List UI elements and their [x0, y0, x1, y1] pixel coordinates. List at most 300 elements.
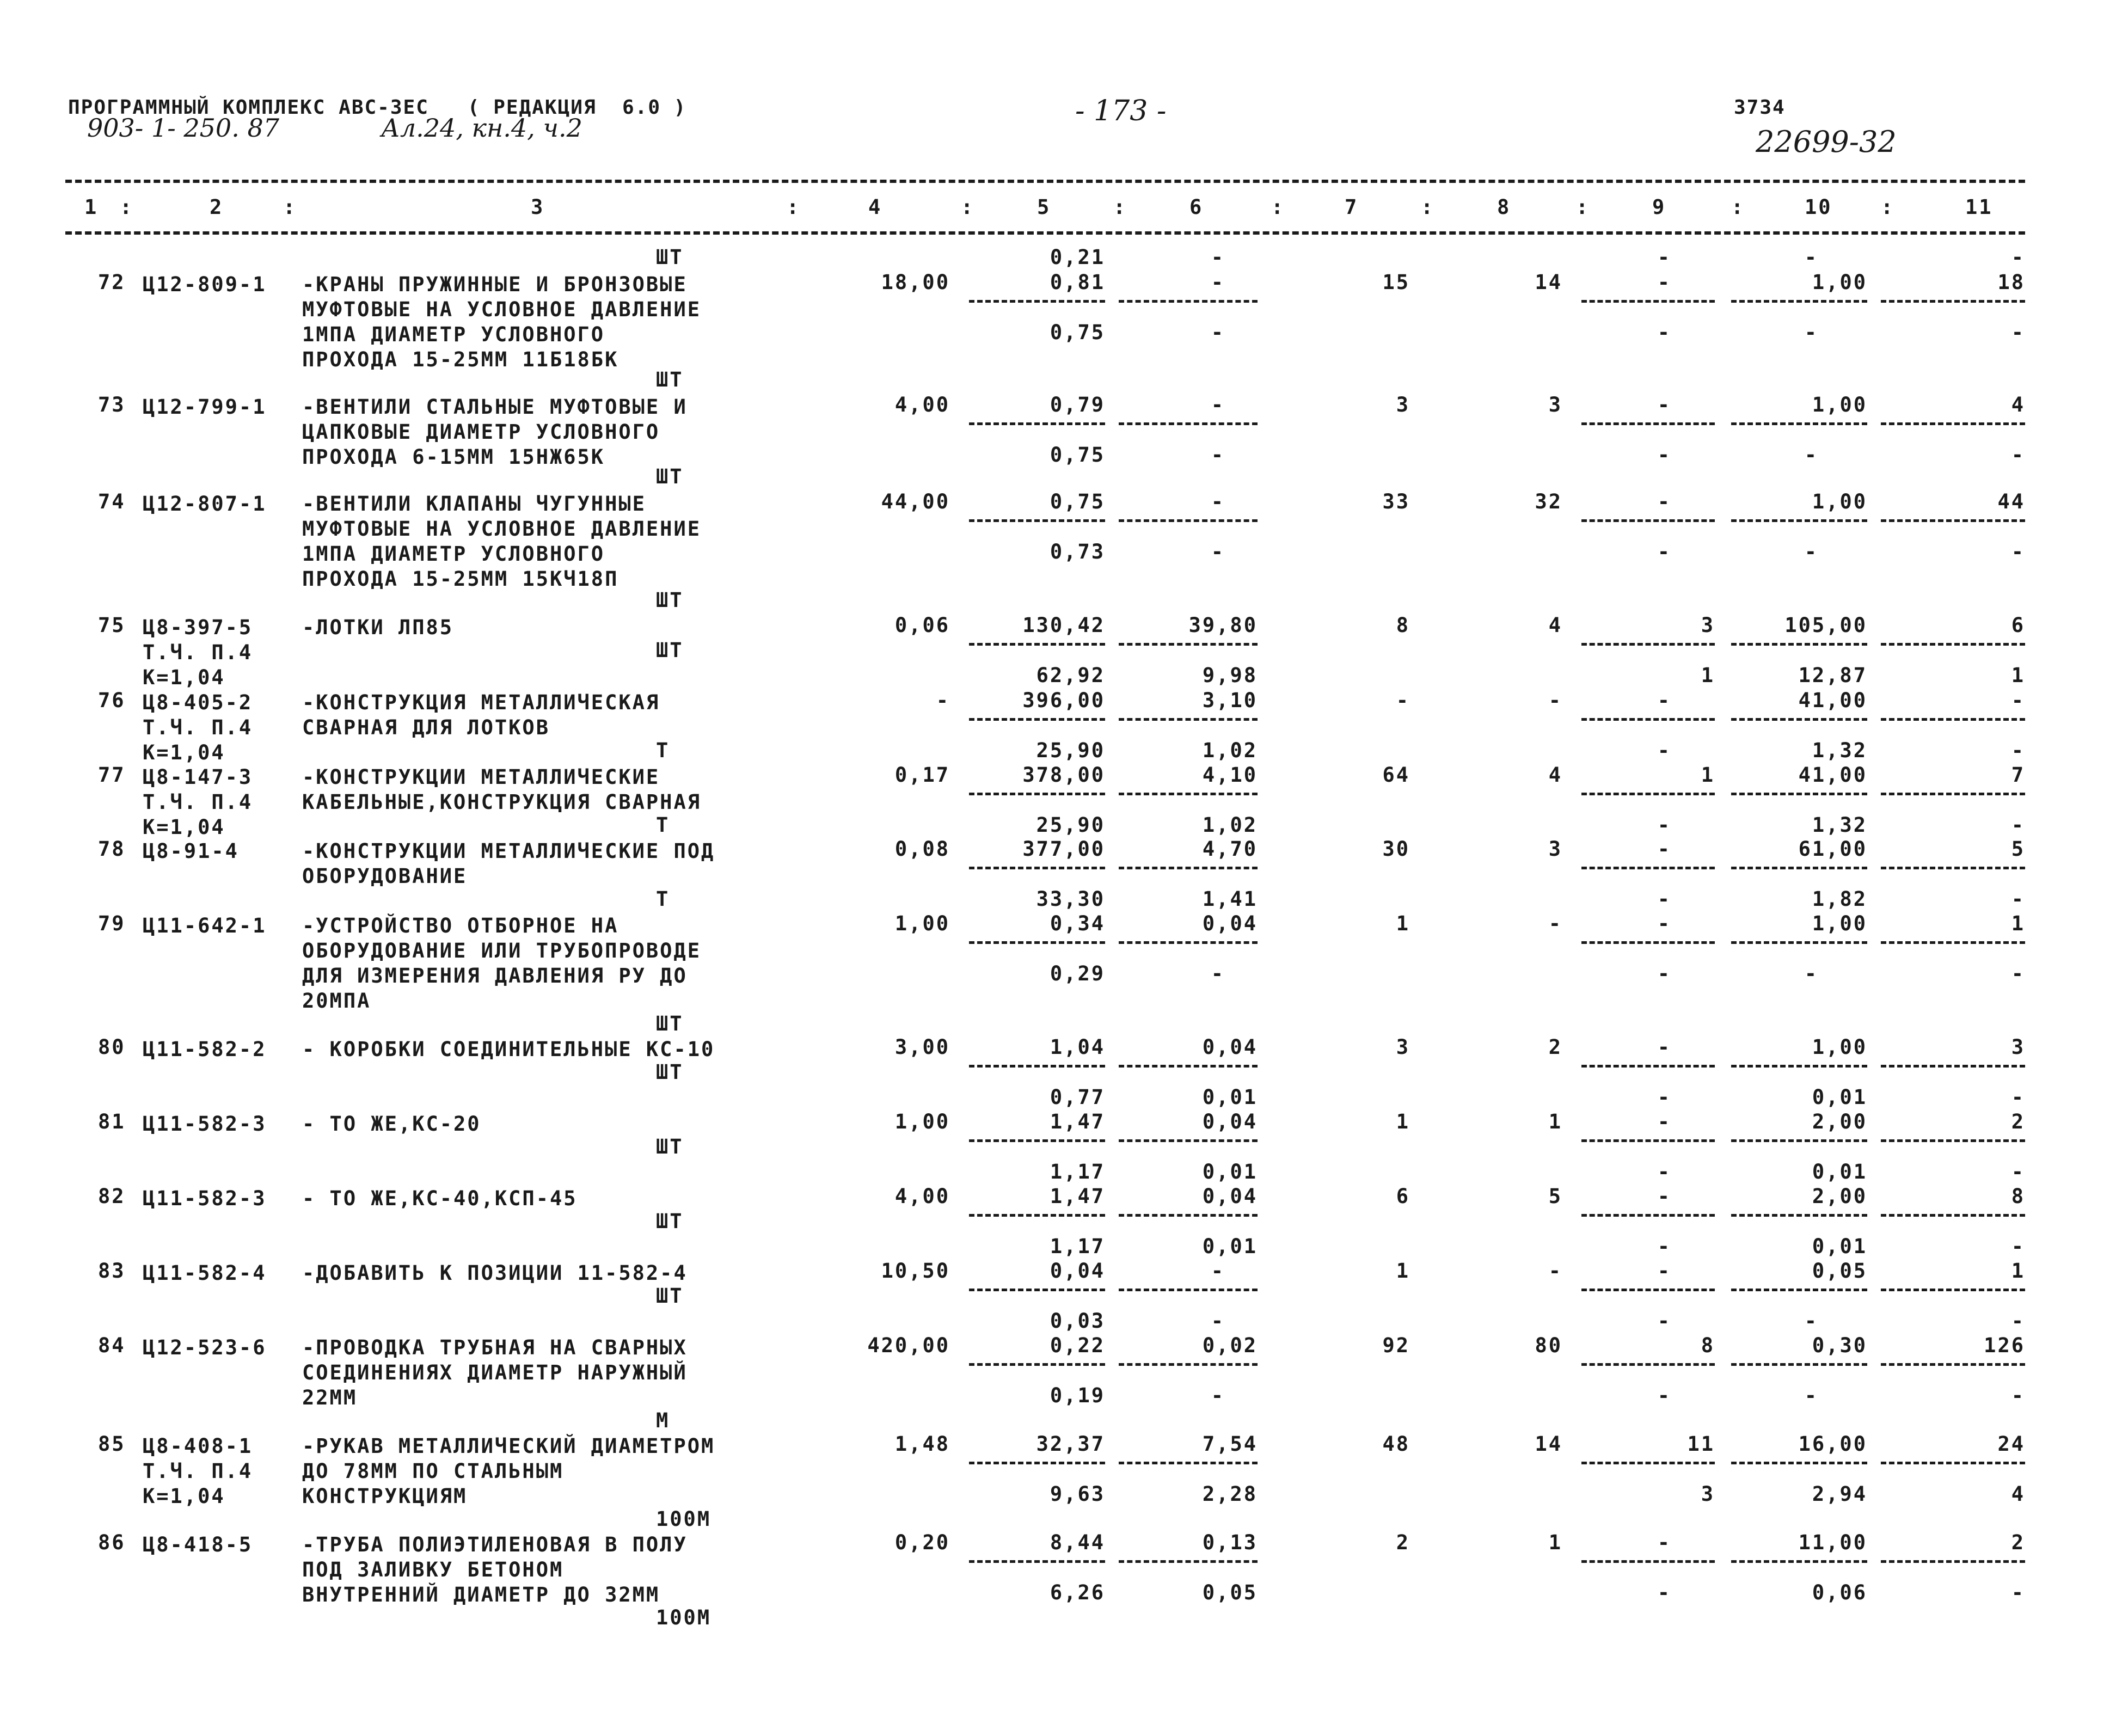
value-col8: 14 — [1535, 1432, 1562, 1456]
row-number: 73 — [98, 393, 126, 416]
column-separator: : — [1731, 195, 1745, 219]
column-number-4: 4 — [868, 195, 882, 219]
table-top-rule — [65, 180, 2025, 183]
value-col5: 0,79 — [1050, 393, 1105, 416]
sub-rule — [1581, 1139, 1715, 1142]
estimate-code: Ц11-642-1 — [143, 914, 267, 937]
pre-value-col10: - — [1804, 246, 1818, 269]
sub-value-col6: 9,98 — [1202, 664, 1258, 687]
value-col11: 5 — [2011, 837, 2025, 861]
sub-value-col10: 1,32 — [1812, 739, 1867, 762]
value-col9: 11 — [1687, 1432, 1715, 1456]
column-separator: : — [1113, 195, 1127, 219]
value-col5: 0,22 — [1050, 1334, 1105, 1357]
sub-value-col10: 0,01 — [1812, 1235, 1867, 1258]
sub-value-col9: 1 — [1701, 664, 1715, 687]
sub-rule — [1881, 1214, 2025, 1217]
unit-label: Т — [656, 739, 670, 762]
estimate-code: Ц11-582-3 — [143, 1187, 267, 1210]
value-col4: 4,00 — [894, 1185, 950, 1208]
value-col6: 0,04 — [1202, 1185, 1258, 1208]
row-number: 80 — [98, 1035, 126, 1059]
value-col9: - — [1657, 912, 1671, 935]
row-number: 76 — [98, 689, 126, 712]
value-col10: 61,00 — [1798, 837, 1867, 861]
value-col8: 80 — [1535, 1334, 1562, 1357]
value-col11: 7 — [2011, 763, 2025, 787]
unit-label: ШТ — [656, 1060, 684, 1084]
sub-rule — [969, 867, 1105, 869]
value-col6: 0,04 — [1202, 1110, 1258, 1133]
sub-rule — [1731, 941, 1867, 944]
value-col10: 16,00 — [1798, 1432, 1867, 1456]
unit-label: ШТ — [656, 588, 684, 612]
sub-value-col6: 1,41 — [1202, 887, 1258, 911]
sub-value-col10: 0,01 — [1812, 1160, 1867, 1183]
sub-value-col10: - — [1804, 1384, 1818, 1407]
sub-rule — [1119, 300, 1258, 303]
value-col7: 33 — [1382, 490, 1410, 513]
sub-value-col9: - — [1657, 1581, 1671, 1604]
item-description: - КОРОБКИ СОЕДИНИТЕЛЬНЫЕ КС-10 — [302, 1038, 715, 1061]
value-col9: - — [1657, 689, 1671, 712]
column-number-3: 3 — [531, 195, 545, 219]
value-col5: 0,81 — [1050, 271, 1105, 294]
value-col5: 0,04 — [1050, 1259, 1105, 1283]
document-code: 22699-32 — [1756, 125, 1897, 159]
value-col7: 1 — [1396, 1110, 1410, 1133]
value-col11: 24 — [1997, 1432, 2025, 1456]
project-code: 903- 1- 250. 87 — [87, 113, 279, 143]
value-col10: 2,00 — [1812, 1185, 1867, 1208]
item-description: -КОНСТРУКЦИИ МЕТАЛЛИЧЕСКИЕ ПОД ОБОРУДОВАНИЕ — [302, 839, 715, 888]
column-number-11: 11 — [1965, 195, 1993, 219]
sub-rule — [1119, 718, 1258, 721]
column-separator: : — [283, 195, 297, 219]
sub-rule — [1119, 793, 1258, 795]
sub-value-col10: 1,82 — [1812, 887, 1867, 911]
sub-rule — [1731, 422, 1867, 425]
value-col5: 396,00 — [1022, 689, 1105, 712]
sub-value-col6: 1,02 — [1202, 739, 1258, 762]
estimate-code: Ц12-809-1 — [143, 273, 267, 296]
value-col10: 105,00 — [1784, 614, 1867, 637]
value-col7: 48 — [1382, 1432, 1410, 1456]
sub-rule — [969, 718, 1105, 721]
value-col11: 2 — [2011, 1110, 2025, 1133]
sub-value-col5: 1,17 — [1050, 1235, 1105, 1258]
row-number: 85 — [98, 1432, 126, 1456]
sub-rule — [1881, 1462, 2025, 1464]
column-number-10: 10 — [1805, 195, 1832, 219]
page-number: - 173 - — [1075, 95, 1167, 127]
table-header-rule — [65, 231, 2025, 235]
column-separator: : — [120, 195, 134, 219]
column-separator: : — [1271, 195, 1285, 219]
sub-value-col9: - — [1657, 1384, 1671, 1407]
value-col9: - — [1657, 1110, 1671, 1133]
value-col9: 3 — [1701, 614, 1715, 637]
sub-rule — [969, 643, 1105, 646]
sub-rule — [1119, 643, 1258, 646]
sub-rule — [1581, 793, 1715, 795]
sub-rule — [1731, 643, 1867, 646]
sub-value-col5: 62,92 — [1036, 664, 1105, 687]
sub-value-col6: - — [1211, 443, 1225, 467]
sub-value-col10: 2,94 — [1812, 1482, 1867, 1506]
column-separator: : — [787, 195, 801, 219]
pre-value-col11: - — [2011, 246, 2025, 269]
item-description: -ВЕНТИЛИ КЛАПАНЫ ЧУГУННЫЕ МУФТОВЫЕ НА УСЛОВНОЕ ДАВЛЕНИЕ 1МПА ДИАМЕТР УСЛОВНОГО ПРОХОДА 15-25ММ 15КЧ18П — [302, 492, 702, 591]
sub-rule — [969, 422, 1105, 425]
sub-value-col9: - — [1657, 443, 1671, 467]
value-col8: - — [1548, 689, 1562, 712]
sub-value-col11: - — [2011, 813, 2025, 837]
sub-value-col5: 0,29 — [1050, 962, 1105, 985]
sub-rule — [1119, 867, 1258, 869]
value-col7: 92 — [1382, 1334, 1410, 1357]
value-col5: 1,47 — [1050, 1110, 1105, 1133]
sub-rule — [1731, 1560, 1867, 1563]
column-number-5: 5 — [1037, 195, 1051, 219]
row-number: 79 — [98, 912, 126, 935]
sub-value-col5: 25,90 — [1036, 813, 1105, 837]
sub-rule — [1581, 1289, 1715, 1291]
sub-rule — [1881, 1289, 2025, 1291]
estimate-code: Ц8-147-3 Т.Ч. П.4 К=1,04 — [143, 765, 253, 839]
column-separator: : — [1421, 195, 1435, 219]
sub-rule — [969, 1214, 1105, 1217]
value-col8: 1 — [1548, 1110, 1562, 1133]
value-col8: 32 — [1535, 490, 1562, 513]
value-col11: 8 — [2011, 1185, 2025, 1208]
row-number: 78 — [98, 837, 126, 861]
sub-value-col6: - — [1211, 321, 1225, 344]
value-col8: - — [1548, 1259, 1562, 1283]
sub-rule — [1731, 1289, 1867, 1291]
unit-label: 100М — [656, 1507, 712, 1531]
unit-label: ШТ — [656, 1210, 684, 1233]
pre-value-col5: 0,21 — [1050, 246, 1105, 269]
sub-value-col5: 0,19 — [1050, 1384, 1105, 1407]
value-col4: 0,20 — [894, 1531, 950, 1554]
value-col4: 44,00 — [881, 490, 950, 513]
unit-label: Т — [656, 887, 670, 911]
sub-rule — [1731, 1065, 1867, 1068]
unit-label: ШТ — [656, 465, 684, 488]
sub-value-col10: 1,32 — [1812, 813, 1867, 837]
row-number: 83 — [98, 1259, 126, 1283]
sub-rule — [969, 1560, 1105, 1563]
sub-rule — [969, 1289, 1105, 1291]
value-col8: 3 — [1548, 393, 1562, 416]
value-col8: 14 — [1535, 271, 1562, 294]
value-col4: 4,00 — [894, 393, 950, 416]
sub-value-col6: 0,05 — [1202, 1581, 1258, 1604]
sub-value-col11: - — [2011, 1160, 2025, 1183]
sub-rule — [1881, 1139, 2025, 1142]
item-description: -ЛОТКИ ЛП85 — [302, 616, 454, 639]
value-col10: 1,00 — [1812, 1035, 1867, 1059]
sub-rule — [1881, 519, 2025, 522]
sub-rule — [1731, 1214, 1867, 1217]
row-number: 77 — [98, 763, 126, 787]
sub-rule — [1881, 1065, 2025, 1068]
sub-value-col9: - — [1657, 540, 1671, 563]
sub-rule — [1581, 1065, 1715, 1068]
sub-value-col9: - — [1657, 887, 1671, 911]
value-col4: 420,00 — [867, 1334, 950, 1357]
sub-rule — [1581, 941, 1715, 944]
sub-value-col6: 0,01 — [1202, 1235, 1258, 1258]
sub-rule — [1119, 1289, 1258, 1291]
value-col5: 0,34 — [1050, 912, 1105, 935]
column-number-7: 7 — [1345, 195, 1359, 219]
value-col7: 6 — [1396, 1185, 1410, 1208]
sub-rule — [1881, 643, 2025, 646]
item-description: -РУКАВ МЕТАЛЛИЧЕСКИЙ ДИАМЕТРОМ ДО 78ММ ПО СТАЛЬНЫМ КОНСТРУКЦИЯМ — [302, 1434, 715, 1508]
column-separator: : — [1576, 195, 1590, 219]
row-number: 74 — [98, 490, 126, 513]
value-col4: 1,00 — [894, 1110, 950, 1133]
value-col10: 41,00 — [1798, 763, 1867, 787]
value-col5: 0,75 — [1050, 490, 1105, 513]
sub-rule — [1581, 422, 1715, 425]
value-col6: - — [1211, 1259, 1225, 1283]
value-col4: 0,08 — [894, 837, 950, 861]
sub-value-col5: 0,75 — [1050, 443, 1105, 467]
value-col5: 1,47 — [1050, 1185, 1105, 1208]
sub-rule — [1731, 718, 1867, 721]
column-number-9: 9 — [1652, 195, 1666, 219]
value-col10: 2,00 — [1812, 1110, 1867, 1133]
unit-label: ШТ — [656, 368, 684, 391]
sub-rule — [1731, 1139, 1867, 1142]
value-col7: 3 — [1396, 1035, 1410, 1059]
value-col5: 130,42 — [1022, 614, 1105, 637]
sub-rule — [1119, 1139, 1258, 1142]
estimate-code: Ц11-582-4 — [143, 1261, 267, 1285]
value-col10: 1,00 — [1812, 271, 1867, 294]
value-col7: 2 — [1396, 1531, 1410, 1554]
sub-rule — [1119, 1065, 1258, 1068]
estimate-code: Ц8-418-5 — [143, 1533, 253, 1556]
value-col4: 0,06 — [894, 614, 950, 637]
value-col6: 3,10 — [1202, 689, 1258, 712]
value-col7: 1 — [1396, 912, 1410, 935]
unit-label: 100М — [656, 1606, 712, 1629]
value-col9: - — [1657, 1185, 1671, 1208]
value-col11: 2 — [2011, 1531, 2025, 1554]
sub-value-col6: - — [1211, 962, 1225, 985]
sub-rule — [1581, 867, 1715, 869]
value-col8: 5 — [1548, 1185, 1562, 1208]
value-col5: 377,00 — [1022, 837, 1105, 861]
value-col6: 0,04 — [1202, 1035, 1258, 1059]
value-col9: - — [1657, 393, 1671, 416]
row-number: 84 — [98, 1334, 126, 1357]
value-col9: - — [1657, 1531, 1671, 1554]
sub-value-col5: 6,26 — [1050, 1581, 1105, 1604]
unit-label: Т — [656, 813, 670, 837]
sub-rule — [969, 941, 1105, 944]
sub-rule — [1581, 643, 1715, 646]
value-col8: - — [1548, 912, 1562, 935]
value-col10: 1,00 — [1812, 393, 1867, 416]
column-number-2: 2 — [210, 195, 224, 219]
estimate-code: Ц12-523-6 — [143, 1336, 267, 1359]
sub-value-col6: 1,02 — [1202, 813, 1258, 837]
value-col5: 378,00 — [1022, 763, 1105, 787]
sub-rule — [969, 1065, 1105, 1068]
value-col7: 8 — [1396, 614, 1410, 637]
value-col6: - — [1211, 393, 1225, 416]
pre-value-col6: - — [1211, 246, 1225, 269]
item-description: -ДОБАВИТЬ К ПОЗИЦИИ 11-582-4 — [302, 1261, 688, 1285]
value-col9: 8 — [1701, 1334, 1715, 1357]
sub-rule — [1881, 300, 2025, 303]
value-col11: - — [2011, 689, 2025, 712]
value-col6: 39,80 — [1188, 614, 1258, 637]
sub-value-col11: - — [2011, 1384, 2025, 1407]
value-col11: 6 — [2011, 614, 2025, 637]
item-description: -КОНСТРУКЦИЯ МЕТАЛЛИЧЕСКАЯ СВАРНАЯ ДЛЯ ЛОТКОВ — [302, 691, 660, 739]
album-ref: Ал.24, кн.4, ч.2 — [381, 113, 582, 143]
column-number-1: 1 — [84, 195, 99, 219]
value-col4: 1,48 — [894, 1432, 950, 1456]
value-col8: 1 — [1548, 1531, 1562, 1554]
column-number-8: 8 — [1497, 195, 1511, 219]
estimate-code: Ц8-91-4 — [143, 839, 239, 863]
sub-rule — [1119, 1363, 1258, 1366]
sub-value-col9: - — [1657, 813, 1671, 837]
sub-value-col5: 33,30 — [1036, 887, 1105, 911]
sub-value-col10: - — [1804, 962, 1818, 985]
sub-value-col10: 0,06 — [1812, 1581, 1867, 1604]
value-col9: 1 — [1701, 763, 1715, 787]
value-col6: 0,04 — [1202, 912, 1258, 935]
sub-value-col9: - — [1657, 1085, 1671, 1109]
estimate-code: Ц8-408-1 Т.Ч. П.4 К=1,04 — [143, 1434, 253, 1508]
sub-value-col11: - — [2011, 962, 2025, 985]
row-number: 86 — [98, 1531, 126, 1554]
program-header: ПРОГРАММНЫЙ КОМПЛЕКС АВС-3ЕС ( РЕДАКЦИЯ 6.0 ) — [68, 96, 687, 119]
estimate-code: Ц12-799-1 — [143, 395, 267, 419]
value-col11: 3 — [2011, 1035, 2025, 1059]
sub-value-col5: 25,90 — [1036, 739, 1105, 762]
value-col6: 4,10 — [1202, 763, 1258, 787]
sub-value-col11: - — [2011, 540, 2025, 563]
value-col9: - — [1657, 490, 1671, 513]
value-col8: 4 — [1548, 763, 1562, 787]
item-description: -УСТРОЙСТВО ОТБОРНОЕ НА ОБОРУДОВАНИЕ ИЛИ ТРУБОПРОВОДЕ ДЛЯ ИЗМЕРЕНИЯ ДАВЛЕНИЯ РУ ДО 20МПА — [302, 914, 702, 1013]
sub-rule — [1731, 300, 1867, 303]
sub-rule — [1119, 1560, 1258, 1563]
value-col5: 8,44 — [1050, 1531, 1105, 1554]
row-number: 75 — [98, 614, 126, 637]
value-col8: 2 — [1548, 1035, 1562, 1059]
value-col10: 0,30 — [1812, 1334, 1867, 1357]
sub-rule — [1581, 1560, 1715, 1563]
sub-value-col9: - — [1657, 1160, 1671, 1183]
sub-value-col11: 1 — [2011, 664, 2025, 687]
unit-label: ШТ — [656, 639, 684, 662]
value-col11: 1 — [2011, 1259, 2025, 1283]
sub-rule — [1881, 867, 2025, 869]
sub-rule — [969, 793, 1105, 795]
value-col6: 0,02 — [1202, 1334, 1258, 1357]
item-description: -ТРУБА ПОЛИЭТИЛЕНОВАЯ В ПОЛУ ПОД ЗАЛИВКУ БЕТОНОМ ВНУТРЕННИЙ ДИАМЕТР ДО 32ММ — [302, 1533, 688, 1606]
sub-value-col10: - — [1804, 1309, 1818, 1333]
sub-rule — [1731, 1363, 1867, 1366]
sub-value-col11: - — [2011, 321, 2025, 344]
sub-value-col9: - — [1657, 739, 1671, 762]
sub-value-col5: 0,03 — [1050, 1309, 1105, 1333]
unit-label: М — [656, 1409, 670, 1432]
sub-rule — [969, 1363, 1105, 1366]
sub-rule — [1119, 1462, 1258, 1464]
sub-value-col9: - — [1657, 1309, 1671, 1333]
value-col4: 3,00 — [894, 1035, 950, 1059]
value-col7: 3 — [1396, 393, 1410, 416]
value-col10: 11,00 — [1798, 1531, 1867, 1554]
estimate-code: Ц8-405-2 Т.Ч. П.4 К=1,04 — [143, 691, 253, 764]
row-number: 82 — [98, 1185, 126, 1208]
sub-value-col11: - — [2011, 1309, 2025, 1333]
value-col10: 1,00 — [1812, 912, 1867, 935]
sub-value-col11: - — [2011, 1581, 2025, 1604]
sub-value-col5: 0,73 — [1050, 540, 1105, 563]
sub-rule — [1881, 793, 2025, 795]
estimate-code: Ц11-582-3 — [143, 1112, 267, 1136]
value-col11: 18 — [1997, 271, 2025, 294]
value-col5: 32,37 — [1036, 1432, 1105, 1456]
estimate-code: Ц8-397-5 Т.Ч. П.4 К=1,04 — [143, 616, 253, 689]
sub-rule — [1881, 1560, 2025, 1563]
unit-label: ШТ — [656, 1135, 684, 1158]
value-col7: 64 — [1382, 763, 1410, 787]
value-col4: - — [936, 689, 950, 712]
sub-rule — [1119, 1214, 1258, 1217]
value-col7: 30 — [1382, 837, 1410, 861]
value-col10: 0,05 — [1812, 1259, 1867, 1283]
estimate-code: Ц11-582-2 — [143, 1038, 267, 1061]
value-col10: 41,00 — [1798, 689, 1867, 712]
sub-rule — [969, 519, 1105, 522]
item-description: -КРАНЫ ПРУЖИННЫЕ И БРОНЗОВЫЕ МУФТОВЫЕ НА УСЛОВНОЕ ДАВЛЕНИЕ 1МПА ДИАМЕТР УСЛОВНОГО ПРОХОДА 15-25ММ 11Б18БК — [302, 273, 702, 371]
sub-rule — [1731, 867, 1867, 869]
sub-rule — [969, 1462, 1105, 1464]
value-col6: - — [1211, 271, 1225, 294]
sub-rule — [1581, 1363, 1715, 1366]
item-description: - ТО ЖЕ,КС-40,КСП-45 — [302, 1187, 578, 1210]
value-col9: - — [1657, 1259, 1671, 1283]
sub-value-col10: 12,87 — [1798, 664, 1867, 687]
value-col6: - — [1211, 490, 1225, 513]
value-col9: - — [1657, 837, 1671, 861]
sub-value-col6: 2,28 — [1202, 1482, 1258, 1506]
sub-rule — [969, 300, 1105, 303]
sub-rule — [1581, 1214, 1715, 1217]
value-col6: 4,70 — [1202, 837, 1258, 861]
column-separator: : — [961, 195, 975, 219]
value-col6: 0,13 — [1202, 1531, 1258, 1554]
sub-value-col11: - — [2011, 887, 2025, 911]
value-col11: 4 — [2011, 393, 2025, 416]
sub-value-col6: 0,01 — [1202, 1085, 1258, 1109]
value-col7: 15 — [1382, 271, 1410, 294]
item-description: - ТО ЖЕ,КС-20 — [302, 1112, 481, 1136]
